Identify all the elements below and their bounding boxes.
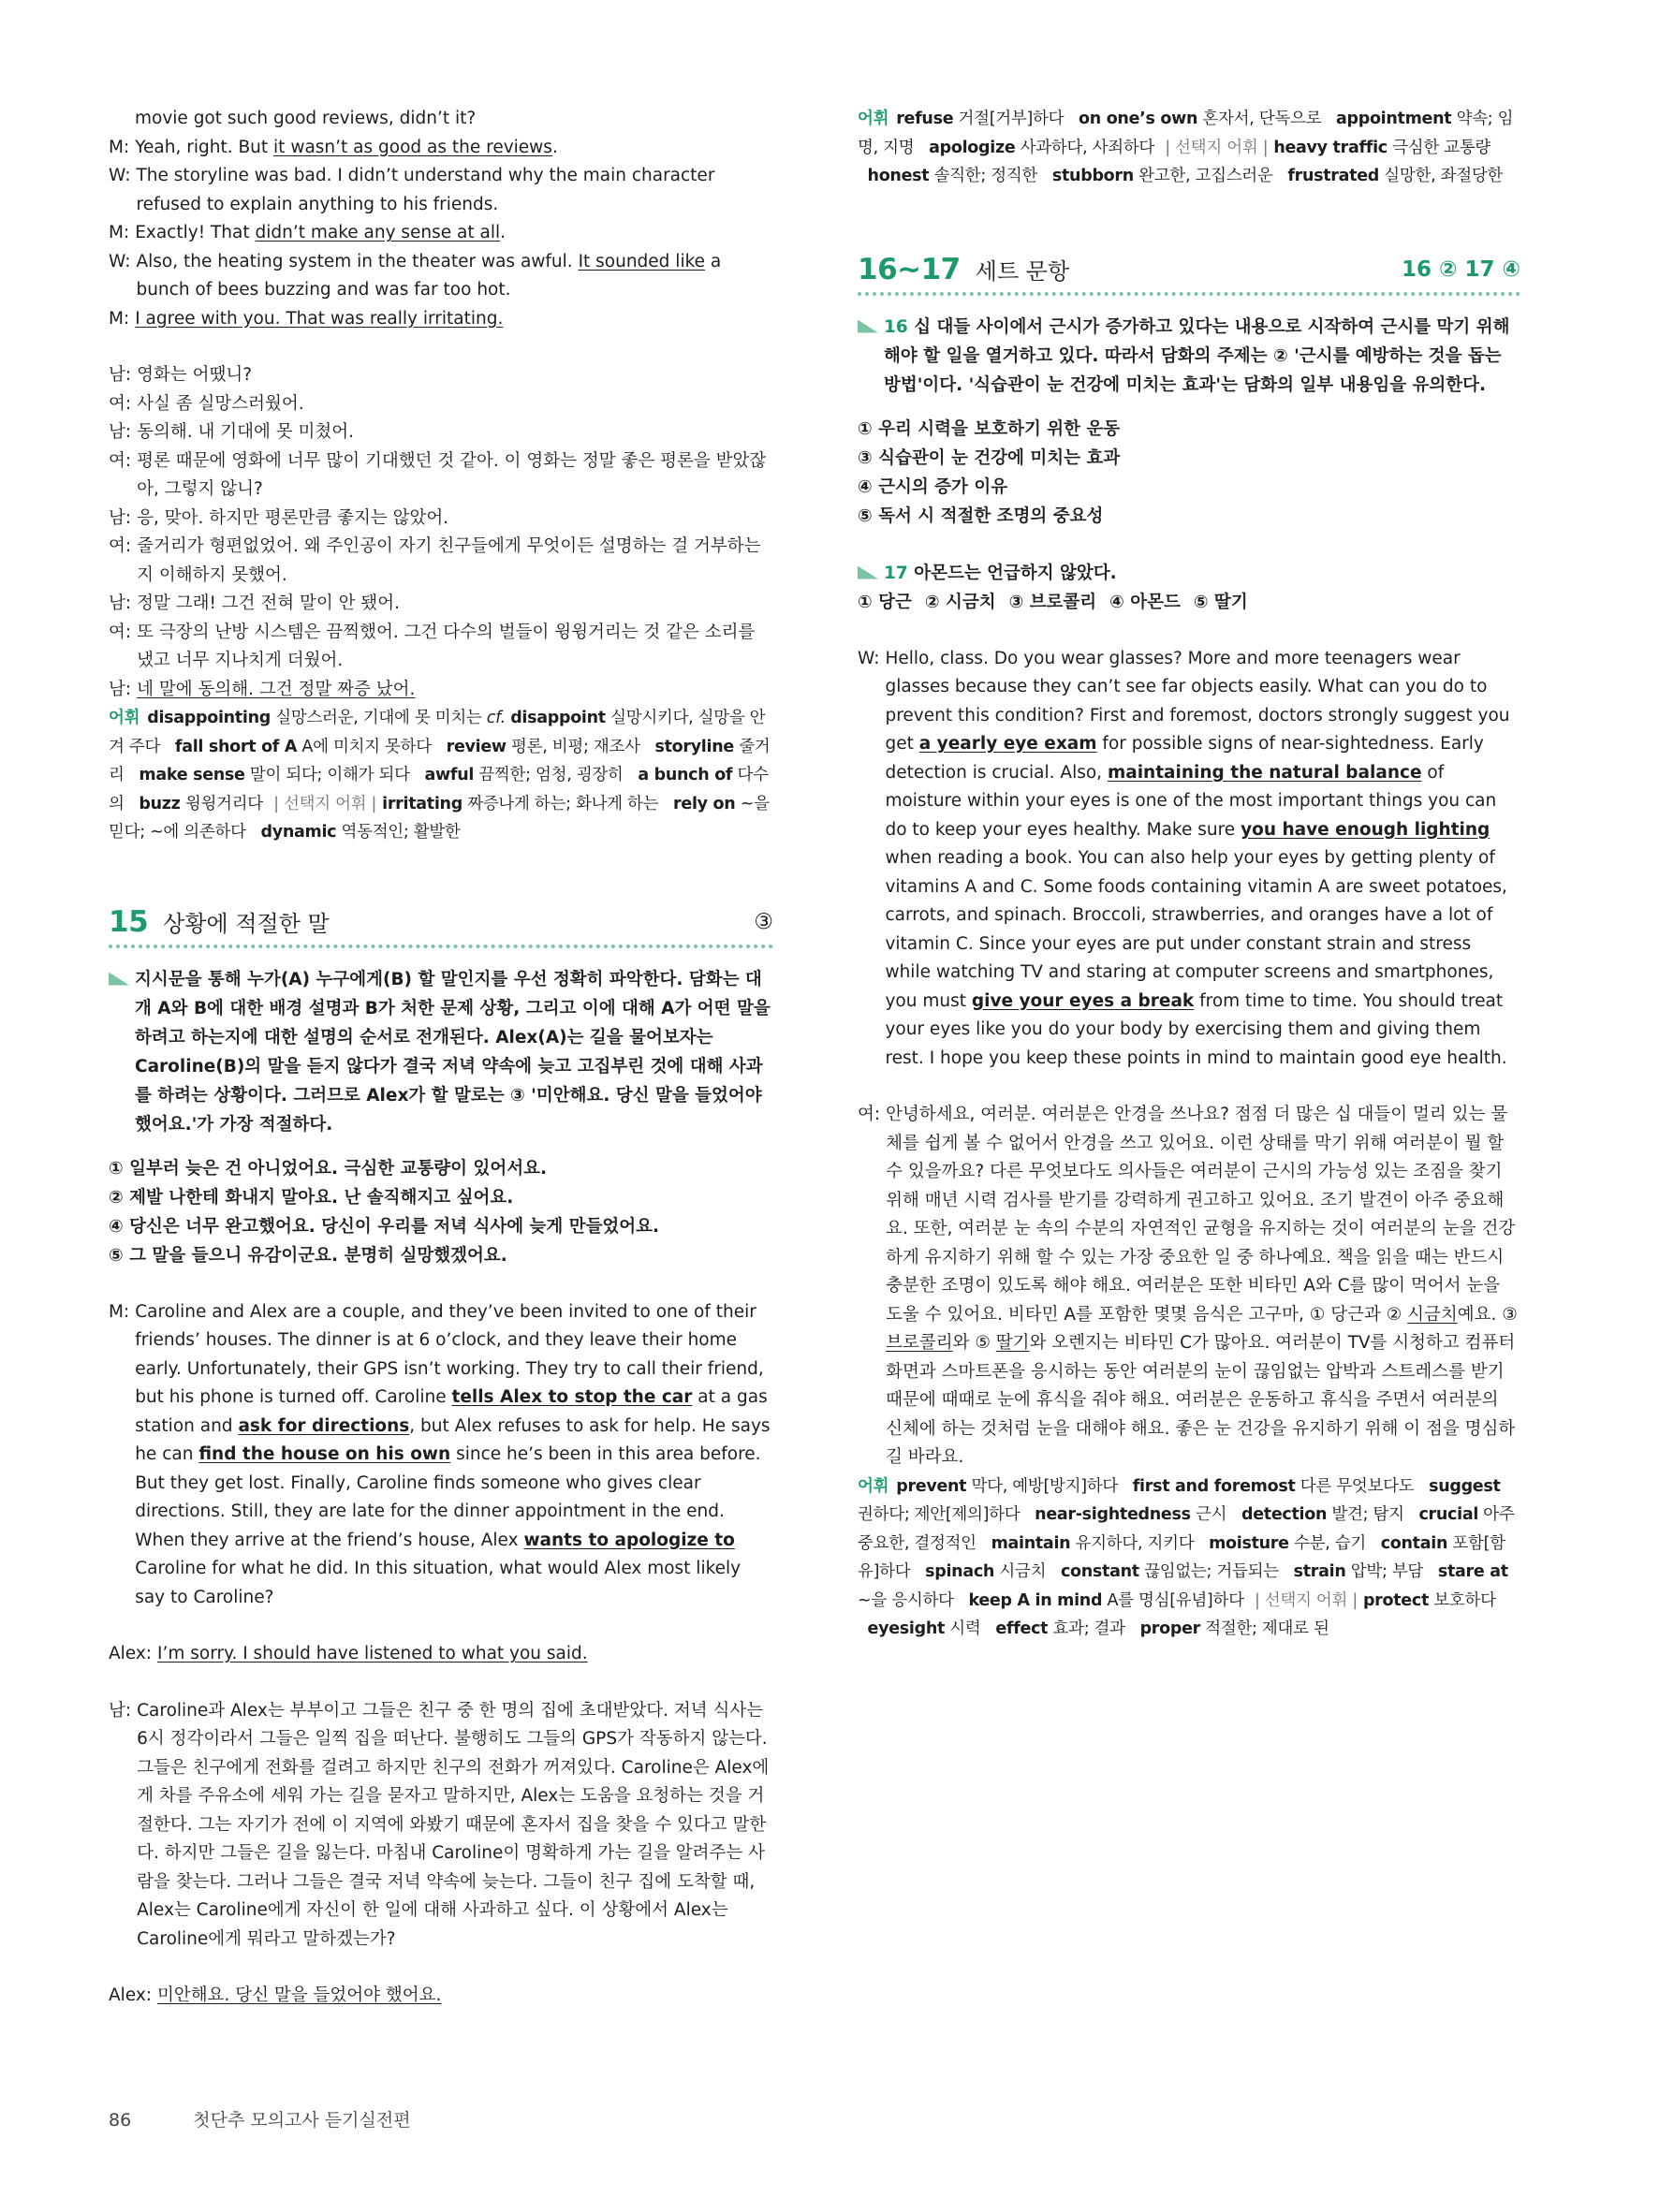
section-answer: 16 ② 17 ④ — [1402, 256, 1520, 282]
vocab-16-17 — [858, 1472, 1520, 1644]
options-16 — [858, 415, 1520, 531]
option-item: ④ 아몬드 — [1109, 592, 1181, 612]
section-number: 16~17 — [858, 252, 961, 286]
speaker-label: M: — [109, 137, 130, 157]
speaker-label: 여: — [109, 393, 132, 414]
vocab-text: refuse 거절[거부]하다 on one’s own 혼자서, 단독으로 appointment 약속; 임명, 지명 apologize 사과하다, 사죄하다 | 선택지 어휘 | heavy traffic 극심한 교통량 honest 솔직한; 정직한 stubborn 완고한, 고집스러운 frustrated 실망한, 좌절당한 — [858, 110, 1514, 185]
option-item: ② 시금치 — [924, 592, 996, 612]
explanation-17 — [858, 559, 1520, 588]
option-item: ④ 근시의 증가 이유 — [858, 476, 1008, 497]
translation-15 — [109, 1697, 773, 1955]
dialog-line — [109, 447, 773, 505]
translation-14 — [109, 361, 773, 704]
speaker-label: W: — [109, 251, 131, 271]
line-text: 안녕하세요, 여러분. 여러분은 안경을 쓰나요? 점점 더 많은 십 대들이 멀리 있는 물체를 쉽게 볼 수 없어서 안경을 쓰고 있어요. 이런 상태를 막기 위해 여러분이 뭘 할 수 있을까요? 다른 무엇보다도 의사들은 여러분이 근시의 가능성 있는 조짐을 찾기 위해 매년 시력 검사를 받기를 강력하게 권고하고 있어요. 조기 발견이 아주 중요해요. 또한, 여러분 눈 속의 수분의 자연적인 균형을 유지하는 것이 여러분의 눈을 건강하게 유지하기 위해 할 수 있는 가장 중요한 일 중 하나예요. 책을 읽을 때는 반드시 충분한 조명이 있도록 해야 해요. 여러분은 또한 비타민 A와 C를 많이 먹어서 눈을 도울 수 있어요. 비타민 A를 포함한 몇몇 음식은 고구마, ① 당근과 ② 시금치예요. ③ 브로콜리와 ⑤ 딸기와 오렌지는 비타민 C가 많아요. 여러분이 TV를 시청하고 컴퓨터 화면과 스마트폰을 응시하는 동안 여러분의 눈이 끊임없는 압박과 스트레스를 받기 때문에 때때로 눈에 휴식을 줘야 해요. 여러분은 운동하고 휴식을 주면서 여러분의 신체에 하는 것처럼 눈을 대해야 해요. 좋은 눈 건강을 유지하기 위해 이 점을 명심하길 바라요. — [886, 1105, 1518, 1467]
line-text: 평론 때문에 영화에 너무 많이 기대했던 것 같아. 이 영화는 정말 좋은 평론을 받았잖아, 그렇지 않니? — [137, 450, 767, 499]
vocab-label: 어휘 — [858, 1476, 889, 1496]
line-text: The storyline was bad. I didn’t understand why the main character refused to explain anything to his friends. — [136, 166, 715, 214]
question-number: 17 — [884, 563, 908, 583]
dialog-line — [109, 619, 773, 676]
speaker-label: 여: — [109, 450, 132, 471]
option-item: ③ 브로콜리 — [1008, 592, 1097, 612]
speaker-label: 여: — [109, 622, 132, 642]
vocab-14 — [109, 704, 773, 847]
line-text: Caroline과 Alex는 부부이고 그들은 친구 중 한 명의 집에 초대받았다. 저녁 식사는 6시 정각이라서 그들은 일찍 집을 떠난다. 불행히도 그들의 GPS가 작동하지 않는다. 그들은 친구에게 전화를 걸려고 하지만 친구의 전화가 꺼져있다. Caroline은 Alex에게 차를 주유소에 세워 가는 길을 묻자고 말하지만, Alex는 도움을 요청하는 것을 거절한다. 그는 자기가 전에 이 지역에 와봤기 때문에 혼자서 집을 찾을 수 있다고 말한다. 하지만 그들은 길을 잃는다. 마침내 Caroline이 명확하게 가는 길을 알려주는 사람을 찾는다. 그러나 그들은 결국 저녁 약속에 늦는다. 그들이 친구 집에 도착할 때, Alex는 Caroline에게 자신이 한 일에 대해 사과하고 싶다. 이 상황에서 Alex는 Caroline에게 뭐라고 말하겠는가? — [137, 1700, 770, 1949]
section-title: 세트 문항 — [975, 258, 1070, 285]
dialog-line — [109, 1298, 773, 1613]
speaker-label: M: — [109, 1301, 130, 1322]
dialog-line — [109, 1697, 773, 1955]
speaker-label: W: — [109, 166, 131, 185]
checkmark-icon — [109, 973, 129, 986]
page-footer — [109, 2106, 411, 2131]
speaker-label: W: — [858, 648, 880, 668]
dialog-line — [109, 361, 773, 390]
dialog-line — [858, 1101, 1520, 1472]
speaker-label: 남: — [109, 422, 132, 442]
section-16-17-header — [858, 253, 1520, 296]
checkmark-icon — [858, 320, 878, 333]
line-text: I agree with you. That was really irritating. — [135, 308, 504, 329]
explanation-text: 십 대들 사이에서 근시가 증가하고 있다는 내용으로 시작하여 근시를 막기 위해 해야 할 일을 열거하고 있다. 따라서 담화의 주제는 ② '근시를 예방하는 것을 돕는 방법'이다. '식습관이 눈 건강에 미치는 효과'는 담화의 일부 내용임을 유의한다. — [884, 316, 1510, 395]
line-text: Hello, class. Do you wear glasses? More and more teenagers wear glasses because they can’t see far objects easily. What can you do to prevent this condition? First and foremost, doctors strongly suggest you get a yearly eye exam for possible signs of near-sightedness. Early detection is crucial. Also, maintaining the natural balance of moisture within your eyes is one of the most important things you can do to keep your eyes healthy. Make sure you have enough lighting when reading a book. You can also help your eyes by getting plenty of vitamins A and C. Some foods containing vitamin A are sweet potatoes, carrots, and spinach. Broccoli, strawberries, and oranges have a lot of vitamin C. Since your eyes are put under constant strain and stress while watching TV and staring at computer screens and smartphones, you must give your eyes a break from time to time. You should treat your eyes like you do your body by exercising them and giving them rest. I hope you keep these points in mind to maintain good eye health. — [885, 648, 1510, 1068]
line-text: movie got such good reviews, didn’t it? — [135, 109, 477, 128]
line-text: 줄거리가 형편없었어. 왜 주인공이 자기 친구들에게 무엇이든 설명하는 걸 거부하는지 이해하지 못했어. — [137, 536, 761, 585]
speaker-label: Alex: — [109, 1644, 153, 1663]
line-text: Yeah, right. But it wasn’t as good as the reviews. — [135, 137, 558, 157]
speaker-label: Alex: — [109, 1985, 153, 2005]
option-item: ⑤ 독서 시 적절한 조명의 중요성 — [858, 505, 1104, 526]
dialog-line — [109, 590, 773, 619]
options-17 — [858, 588, 1520, 617]
section-15-header — [109, 905, 773, 948]
speaker-label: 남: — [109, 365, 132, 385]
dialog-line — [109, 105, 773, 134]
dialog-line — [109, 1982, 773, 2011]
speaker-label: 여: — [109, 536, 132, 556]
checkmark-icon — [858, 566, 878, 579]
dialog-line — [109, 219, 773, 248]
option-item: ③ 식습관이 눈 건강에 미치는 효과 — [858, 447, 1121, 468]
line-text: 미안해요. 당신 말을 들었어야 했어요. — [157, 1985, 442, 2005]
dialog-line — [109, 676, 773, 705]
speaker-label: M: — [109, 223, 130, 242]
explanation-16 — [858, 313, 1520, 400]
dialog-line — [109, 134, 773, 163]
alex-translation — [109, 1982, 773, 2011]
line-text: Caroline and Alex are a couple, and they’ve been invited to one of their friends’ houses. The dinner is at 6 o’clock, and they leave their home early. Unfortunately, their GPS isn’t working. They try to call their friend, but his phone is turned off. Caroline tells Alex to stop the car at a gas station and ask for directions, but Alex refuses to ask for help. He says he can find the house on his own since he’s been in this area before. But they get lost. Finally, Caroline finds someone who gives clear directions. Still, they are late for the dinner appointment in the end. When they arrive at the friend’s house, Alex wants to apologize to Caroline for what he did. In this situation, what would Alex most likely say to Caroline? — [135, 1301, 771, 1607]
line-text: Also, the heating system in the theater was awful. It sounded like a bunch of bees buzzing and was far too hot. — [136, 251, 722, 300]
alex-line — [109, 1640, 773, 1669]
dialog-line — [858, 645, 1520, 1074]
speaker-label: M: — [109, 308, 130, 329]
option-item: ① 당근 — [858, 592, 912, 612]
vocab-label: 어휘 — [858, 110, 889, 128]
explanation-text: 아몬드는 언급하지 않았다. — [914, 563, 1117, 583]
dialog-line — [109, 305, 773, 334]
left-column — [109, 105, 773, 2011]
explanation-15 — [109, 965, 773, 1139]
line-text: Exactly! That didn’t make any sense at all. — [135, 223, 507, 242]
vocab-label: 어휘 — [109, 709, 140, 727]
vocab-text: disappointing 실망스러운, 기대에 못 미치는 cf. disappoint 실망시키다, 실망을 안겨 주다 fall short of A A에 미치지 못하다 review 평론, 비평; 재조사 storyline 줄거리 make sense 말이 되다; 이해가 되다 awful 끔찍한; 엄청, 굉장히 a bunch of 다수의 buzz 윙윙거리다 | 선택지 어휘 | irritating 짜증나게 하는; 화나게 하는 rely on ~을 믿다; ~에 의존하다 dynamic 역동적인; 활발한 — [109, 709, 771, 842]
speaker-label: 남: — [109, 593, 132, 613]
page-number: 86 — [109, 2110, 132, 2131]
option-item: ① 우리 시력을 보호하기 위한 운동 — [858, 418, 1121, 439]
line-text: 응, 맞아. 하지만 평론만큼 좋지는 않았어. — [137, 507, 449, 528]
speaker-label: 남: — [109, 507, 132, 528]
vocab-text: prevent 막다, 예방[방지]하다 first and foremost 다른 무엇보다도 suggest 권하다; 제안[제의]하다 near-sightedness 근시 detection 발견; 탐지 crucial 아주 중요한, 결정적인 maintain 유지하다, 지키다 moisture 수분, 습기 contain 포함[함유]하다 spinach 시금치 constant 끊임없는; 거듭되는 strain 압박; 부담 stare at ~을 응시하다 keep A in mind A를 명심[유념]하다 | 선택지 어휘 | protect 보호하다 eyesight 시력 effect 효과; 결과 proper 적절한; 제대로 된 — [858, 1476, 1515, 1638]
line-text: 네 말에 동의해. 그건 정말 짜증 났어. — [137, 679, 416, 699]
book-title: 첫단추 모의고사 듣기실전편 — [193, 2110, 411, 2131]
dialog-line — [109, 505, 773, 534]
option-item: ① 일부러 늦은 건 아니었어요. 극심한 교통량이 있어서요. — [109, 1158, 547, 1179]
line-text: 동의해. 내 기대에 못 미쳤어. — [137, 422, 354, 442]
section-number: 15 — [109, 904, 149, 939]
option-item: ④ 당신은 너무 완고했어요. 당신이 우리를 저녁 식사에 늦게 만들었어요. — [109, 1216, 660, 1237]
translation-16-17 — [858, 1101, 1520, 1472]
script-15 — [109, 1298, 773, 1613]
speaker-label: 남: — [109, 679, 132, 699]
line-text: 사실 좀 실망스러웠어. — [137, 393, 304, 414]
line-text: 정말 그래! 그건 전혀 말이 안 됐어. — [137, 593, 401, 613]
right-column — [858, 105, 1520, 1644]
line-text: 영화는 어땠니? — [137, 365, 253, 385]
option-item: ⑤ 그 말을 들으니 유감이군요. 분명히 실망했겠어요. — [109, 1245, 507, 1266]
dialog-line — [109, 533, 773, 590]
section-title: 상황에 적절한 말 — [163, 911, 330, 937]
options-15 — [109, 1154, 773, 1270]
dialog-14 — [109, 105, 773, 333]
question-number: 16 — [884, 316, 908, 337]
script-16-17 — [858, 645, 1520, 1074]
dialog-line — [109, 390, 773, 419]
option-item: ⑤ 딸기 — [1193, 592, 1248, 612]
dialog-line — [109, 162, 773, 219]
option-item: ② 제발 나한테 화내지 말아요. 난 솔직해지고 싶어요. — [109, 1187, 514, 1208]
explanation-text: 지시문을 통해 누가(A) 누구에게(B) 할 말인지를 우선 정확히 파악한다. 담화는 대개 A와 B에 대한 배경 설명과 B가 처한 문제 상황, 그리고 이에 대해 A가 어떤 말을 하려고 하는지에 대한 설명의 순서로 전개된다. Alex(A)는 길을 물어보자는 Caroline(B)의 말을 듣지 않다가 결국 저녁 약속에 늦고 고집부린 것에 대해 사과를 하려는 상황이다. 그러므로 Alex가 할 말로는 ③ '미안해요. 당신 말을 들었어야 했어요.'가 가장 적절하다. — [135, 969, 771, 1135]
dialog-line — [109, 418, 773, 447]
speaker-label: 남: — [109, 1700, 132, 1721]
speaker-label: 여: — [858, 1105, 881, 1124]
section-answer: ③ — [754, 909, 773, 934]
line-text: I’m sorry. I should have listened to what you said. — [157, 1644, 588, 1663]
dialog-line — [109, 1640, 773, 1669]
dialog-line — [109, 248, 773, 305]
vocab-15 — [858, 105, 1520, 191]
line-text: 또 극장의 난방 시스템은 끔찍했어. 그건 다수의 벌들이 윙윙거리는 것 같은 소리를 냈고 너무 지나치게 더웠어. — [137, 622, 756, 670]
